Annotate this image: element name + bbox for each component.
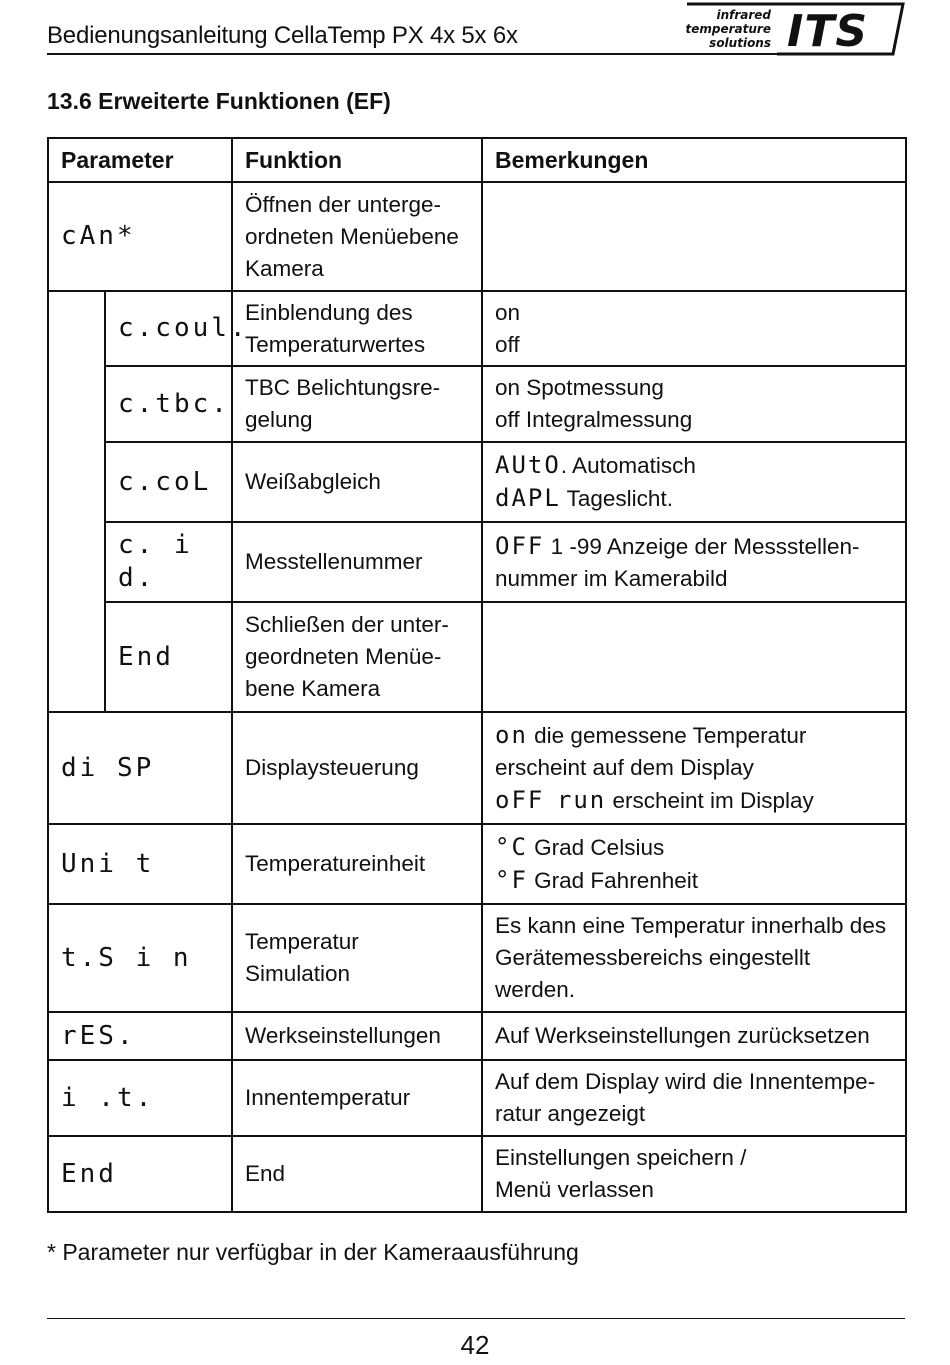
param-cell: c.tbc. — [105, 366, 232, 442]
param-cell: End — [48, 1136, 232, 1212]
function-cell: Weißabgleich — [232, 442, 482, 522]
footnote: * Parameter nur verfügbar in der Kameraausführung — [47, 1239, 579, 1265]
function-cell: End — [232, 1136, 482, 1212]
table-row — [48, 1060, 906, 1136]
logo-line-temperature: temperature — [685, 22, 771, 36]
table-row — [48, 1012, 906, 1060]
logo-brand: ITS — [787, 6, 869, 57]
param-cell: Uni t — [48, 824, 232, 904]
remark-cell: °C Grad Celsius °F Grad Fahrenheit — [482, 824, 906, 904]
remark-cell: on off — [482, 291, 906, 366]
logo-line-infrared: infrared — [716, 8, 771, 22]
param-cell: c.coL — [105, 442, 232, 522]
param-cell: c.coul. — [105, 291, 232, 366]
its-logo — [647, 2, 905, 58]
function-cell: TBC Belichtungsre-gelung — [232, 366, 482, 442]
remark-cell — [482, 602, 906, 712]
param-cell: di SP — [48, 712, 232, 824]
logo-line-solutions: solutions — [709, 36, 771, 50]
remark-cell — [482, 182, 906, 291]
param-cell: rES. — [48, 1012, 232, 1060]
remark-cell: OFF 1 -99 Anzeige der Messstellen-nummer im Kamerabild — [482, 522, 906, 602]
table-row — [48, 442, 906, 522]
remark-cell: AUtO. Automatisch dAPL Tageslicht. — [482, 442, 906, 522]
function-cell: Öffnen der unterge-ordneten Menüebene Kamera — [232, 182, 482, 291]
table-row — [48, 522, 906, 602]
table-row — [48, 1136, 906, 1212]
table-row — [48, 712, 906, 824]
footer-rule — [47, 1318, 905, 1319]
function-cell: Temperatureinheit — [232, 824, 482, 904]
header-bemerkungen: Bemerkungen — [482, 138, 906, 182]
table-row — [48, 182, 906, 291]
remark-cell: Auf Werkseinstellungen zurücksetzen — [482, 1012, 906, 1060]
table-row — [48, 904, 906, 1012]
page-header — [47, 0, 905, 58]
param-cell: cAn* — [48, 182, 232, 291]
function-cell: Temperatur Simulation — [232, 904, 482, 1012]
param-cell: i .t. — [48, 1060, 232, 1136]
function-cell: Einblendung des Temperaturwertes — [232, 291, 482, 366]
parameter-table — [47, 137, 907, 1213]
param-cell: c. i d. — [105, 522, 232, 602]
param-cell: t.S i n — [48, 904, 232, 1012]
logo-text — [671, 8, 771, 50]
function-cell: Schließen der unter-geordneten Menüe-bene Kamera — [232, 602, 482, 712]
function-cell: Werkseinstellungen — [232, 1012, 482, 1060]
table-header-row — [48, 138, 906, 182]
param-cell: End — [105, 602, 232, 712]
table-row — [48, 824, 906, 904]
remark-cell: Auf dem Display wird die Innentempe-ratur angezeigt — [482, 1060, 906, 1136]
function-cell: Innentemperatur — [232, 1060, 482, 1136]
table-row — [48, 291, 906, 366]
submenu-indent — [48, 291, 105, 712]
table-row — [48, 366, 906, 442]
remark-cell: Einstellungen speichern / Menü verlassen — [482, 1136, 906, 1212]
function-cell: Messtellenummer — [232, 522, 482, 602]
header-title: Bedienungsanleitung CellaTemp PX 4x 5x 6x — [47, 22, 518, 49]
function-cell: Displaysteuerung — [232, 712, 482, 824]
header-parameter: Parameter — [48, 138, 232, 182]
table-row — [48, 602, 906, 712]
header-funktion: Funktion — [232, 138, 482, 182]
remark-cell: on Spotmessung off Integralmessung — [482, 366, 906, 442]
section-title: 13.6 Erweiterte Funktionen (EF) — [47, 88, 391, 114]
page-number: 42 — [460, 1330, 490, 1360]
remark-cell: on die gemessene Temperatur erscheint auf dem Display oFF run erscheint im Display — [482, 712, 906, 824]
remark-cell: Es kann eine Temperatur innerhalb des Gerätemessbereichs eingestellt werden. — [482, 904, 906, 1012]
